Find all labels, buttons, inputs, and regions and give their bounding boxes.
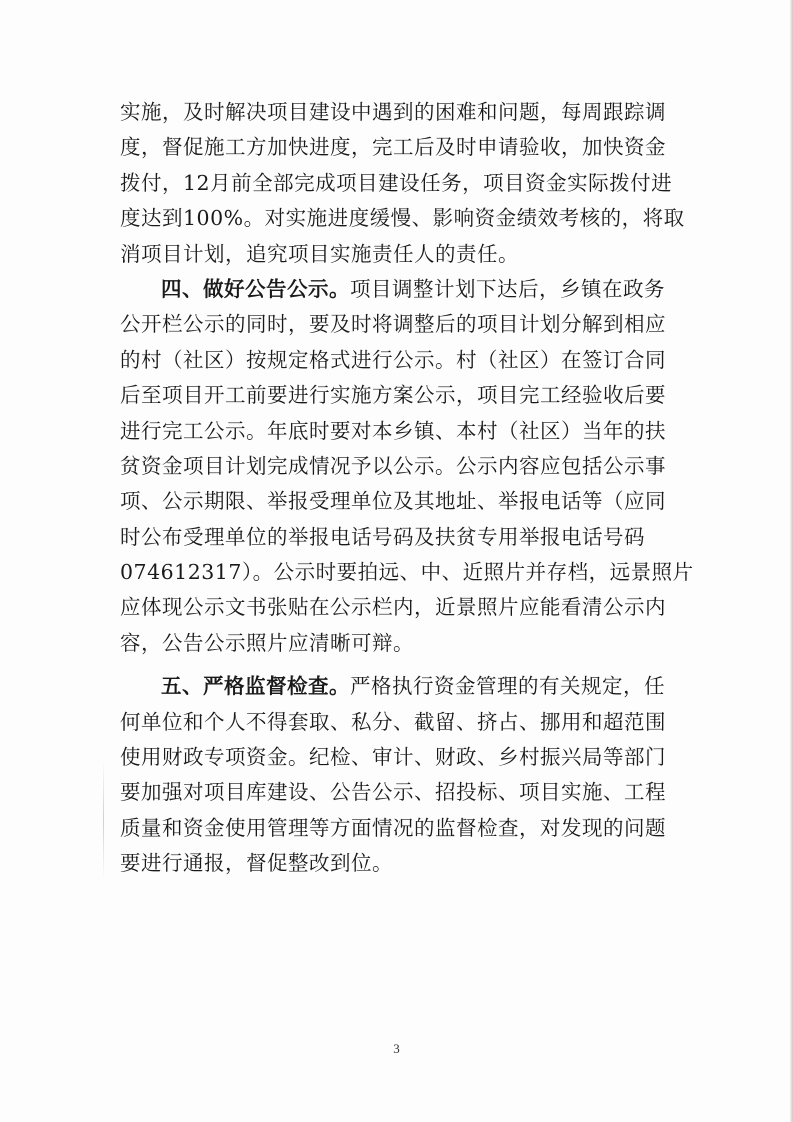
paragraph-implementation xyxy=(120,95,710,272)
text-line xyxy=(120,272,710,307)
text-line: 公开栏公示的同时，要及时将调整后的项目计划分解到相应 xyxy=(120,312,666,337)
text-line: 074612317）。公示时要拍远、中、近照片并存档，远景照片 xyxy=(120,560,694,585)
text-line: 度，督促施工方加快进度，完工后及时申请验收，加快资金 xyxy=(120,135,666,160)
text-line: 度达到100%。对实施进度缓慢、影响资金绩效考核的，将取 xyxy=(120,206,685,231)
text-line: 消项目计划，追究项目实施责任人的责任。 xyxy=(120,241,519,266)
text-line: 应体现公示文书张贴在公示栏内，近景照片应能看清公示内 xyxy=(120,595,666,620)
text-line: 要进行通报，督促整改到位。 xyxy=(120,851,393,876)
text-line: 贫资金项目计划完成情况予以公示。公示内容应包括公示事 xyxy=(120,453,666,478)
text-line: 实施，及时解决项目建设中遇到的困难和问题，每周跟踪调 xyxy=(120,100,666,124)
text-line-rest: 严格执行资金管理的有关规定，任 xyxy=(350,674,665,699)
text-line: 要加强对项目库建设、公告公示、招投标、项目实施、工程 xyxy=(120,780,666,805)
section-heading-five: 五、严格监督检查。 xyxy=(161,674,350,699)
text-line: 时公布受理单位的举报电话号码及扶贫专用举报电话号码 xyxy=(120,524,645,549)
text-line: 项、公示期限、举报受理单位及其地址、举报电话等（应同 xyxy=(120,489,666,514)
paragraph-public-notice xyxy=(120,272,710,661)
text-line: 容，公告公示照片应清晰可辩。 xyxy=(120,630,414,655)
text-line xyxy=(120,669,710,704)
paragraph-supervision xyxy=(120,669,710,881)
body-text xyxy=(120,95,710,882)
text-line: 的村（社区）按规定格式进行公示。村（社区）在签订合同 xyxy=(120,347,666,372)
text-line: 何单位和个人不得套取、私分、截留、挤占、挪用和超范围 xyxy=(120,709,666,734)
text-line: 质量和资金使用管理等方面情况的监督检查，对发现的问题 xyxy=(120,815,666,840)
scan-fold-mark xyxy=(103,760,104,880)
section-heading-four: 四、做好公告公示。 xyxy=(161,276,350,301)
paragraph-spacer xyxy=(120,661,710,669)
text-line: 拨付，12月前全部完成项目建设任务，项目资金实际拨付进 xyxy=(120,170,673,195)
text-line-rest: 项目调整计划下达后，乡镇在政务 xyxy=(350,276,665,301)
text-line: 使用财政专项资金。纪检、审计、财政、乡村振兴局等部门 xyxy=(120,745,666,770)
page-number: 3 xyxy=(393,1041,400,1056)
text-line: 进行完工公示。年底时要对本乡镇、本村（社区）当年的扶 xyxy=(120,418,666,443)
text-line: 后至项目开工前要进行实施方案公示，项目完工经验收后要 xyxy=(120,383,666,408)
